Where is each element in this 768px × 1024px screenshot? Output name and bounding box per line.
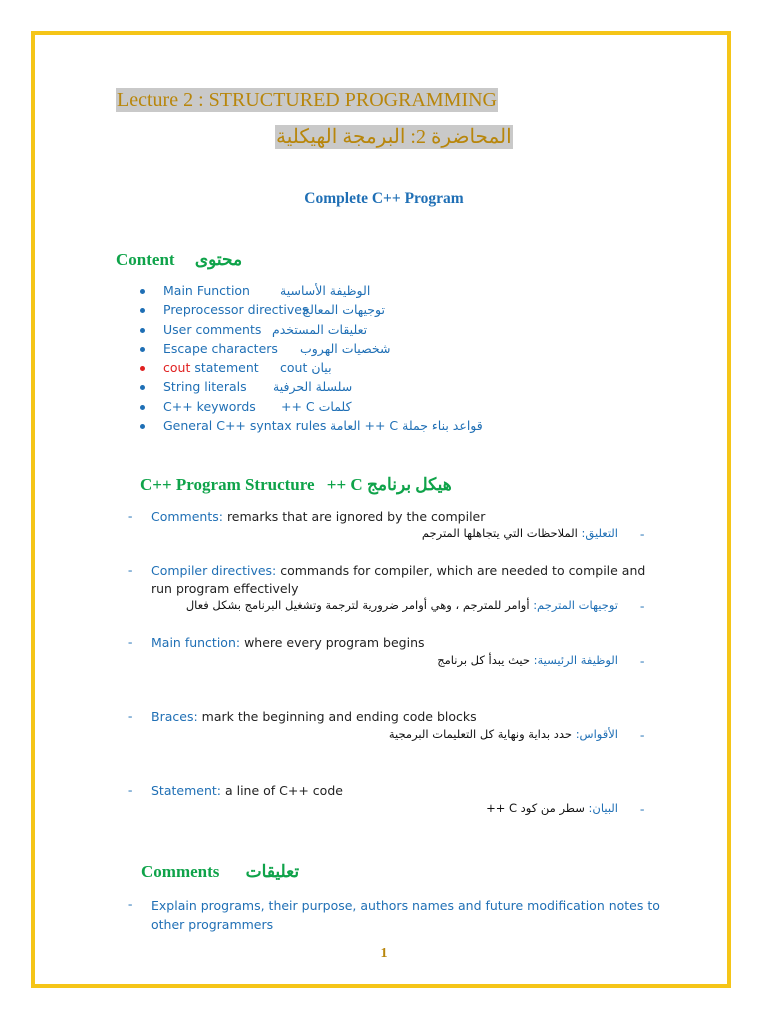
- structure-item-compiler-directives: [151, 562, 645, 598]
- item-ar: تعليقات المستخدم: [272, 321, 368, 337]
- structure-item-compiler-directives-ar: [186, 598, 618, 612]
- item-label: Comments:: [151, 509, 223, 524]
- bullet-icon: [140, 405, 145, 410]
- structure-item-statement-ar: [486, 801, 618, 815]
- dash-bullet: -: [128, 782, 133, 797]
- comments-heading-en: Comments: [141, 862, 220, 881]
- item-text: commands for compiler, which are needed to compile and: [276, 563, 646, 578]
- cout-keyword: cout: [163, 360, 191, 376]
- bullet-icon: [140, 347, 145, 352]
- structure-heading-en: C++ Program Structure: [140, 475, 315, 494]
- item-text-continued: run program effectively: [151, 581, 299, 596]
- item-ar-label: الأقواس:: [575, 727, 618, 741]
- item-text: mark the beginning and ending code blocks: [197, 709, 477, 724]
- item-en: Main Function: [163, 283, 250, 298]
- dash-bullet: -: [128, 708, 133, 723]
- item-en: Escape characters: [163, 340, 278, 356]
- item-en: User comments: [163, 321, 262, 337]
- item-en: General C++ syntax rules: [163, 418, 327, 434]
- bullet-icon: [140, 328, 145, 333]
- lecture-title-ar: المحاضرة 2: البرمجة الهيكلية: [276, 126, 512, 148]
- content-heading-en: Content: [116, 250, 175, 269]
- lecture-title-en: Lecture 2 : STRUCTURED PROGRAMMING: [117, 89, 497, 111]
- structure-heading: [140, 475, 452, 495]
- dash-bullet: -: [128, 562, 133, 577]
- item-label: Braces:: [151, 709, 198, 724]
- item-ar-text: حيث يبدأ كل برنامج: [437, 653, 534, 667]
- item-ar: شخصيات الهروب: [300, 340, 391, 356]
- structure-item-statement: [151, 782, 343, 800]
- item-ar-text: الملاحظات التي يتجاهلها المترجم: [421, 526, 582, 540]
- item-en: String literals: [163, 379, 247, 395]
- structure-item-braces: [151, 708, 477, 726]
- item-label: Statement:: [151, 783, 221, 798]
- item-ar: توجيهات المعالج: [302, 302, 385, 318]
- program-title: Complete C++ Program: [304, 190, 464, 207]
- dash-bullet: -: [640, 526, 645, 541]
- structure-item-main-function: [151, 634, 425, 652]
- dash-bullet: -: [128, 634, 133, 649]
- comments-heading: [141, 862, 299, 882]
- item-ar-label: التعليق:: [581, 526, 618, 540]
- dash-bullet: -: [640, 727, 645, 742]
- dash-bullet: -: [640, 653, 645, 668]
- comments-heading-ar: تعليقات: [245, 862, 300, 881]
- page-number: 1: [380, 946, 388, 961]
- structure-item-comments: [151, 508, 485, 526]
- dash-bullet: -: [640, 598, 645, 613]
- dash-bullet: -: [640, 801, 645, 816]
- item-ar-text: أوامر للمترجم ، وهي أوامر ضرورية لترجمة وتشغيل البرنامج بشكل فعال: [185, 598, 534, 612]
- item-en-rest: statement: [190, 360, 259, 376]
- item-label: Main function:: [151, 635, 241, 650]
- item-ar: كلمات C ++: [281, 398, 352, 414]
- item-text: remarks that are ignored by the compiler: [222, 509, 486, 524]
- content-heading: [116, 250, 242, 270]
- item-ar-text: حدد بداية ونهاية كل التعليمات البرمجية: [388, 727, 576, 741]
- item-ar-label: توجيهات المترجم:: [533, 598, 618, 612]
- item-en: C++ keywords: [163, 398, 256, 414]
- structure-item-braces-ar: [389, 727, 618, 741]
- item-en: [163, 360, 259, 375]
- comments-description: Explain programs, their purpose, authors names and future modification notes to other programmers: [151, 898, 660, 932]
- content-heading-ar: محتوى: [194, 250, 243, 269]
- item-ar: الوظيفة الأساسية: [280, 283, 371, 298]
- structure-heading-ar: هيكل برنامج C ++: [326, 475, 452, 494]
- item-ar-label: الوظيفة الرئيسية:: [533, 653, 618, 667]
- item-ar: سلسلة الحرفية: [273, 379, 353, 395]
- item-ar: بيان cout: [280, 360, 332, 376]
- structure-item-main-function-ar: [437, 653, 618, 667]
- dash-bullet: -: [128, 508, 133, 523]
- item-text: where every program begins: [240, 635, 425, 650]
- item-en: Preprocessor directives: [163, 302, 309, 318]
- item-ar-text: سطر من كود C ++: [486, 801, 589, 815]
- item-label: Compiler directives:: [151, 563, 277, 578]
- item-ar: قواعد بناء جملة C ++ العامة: [330, 418, 483, 434]
- dash-bullet: -: [128, 896, 133, 911]
- item-ar-label: البيان:: [588, 801, 618, 815]
- bullet-icon: [140, 289, 145, 294]
- item-text: a line of C++ code: [221, 783, 343, 798]
- structure-item-comments-ar: [422, 526, 618, 540]
